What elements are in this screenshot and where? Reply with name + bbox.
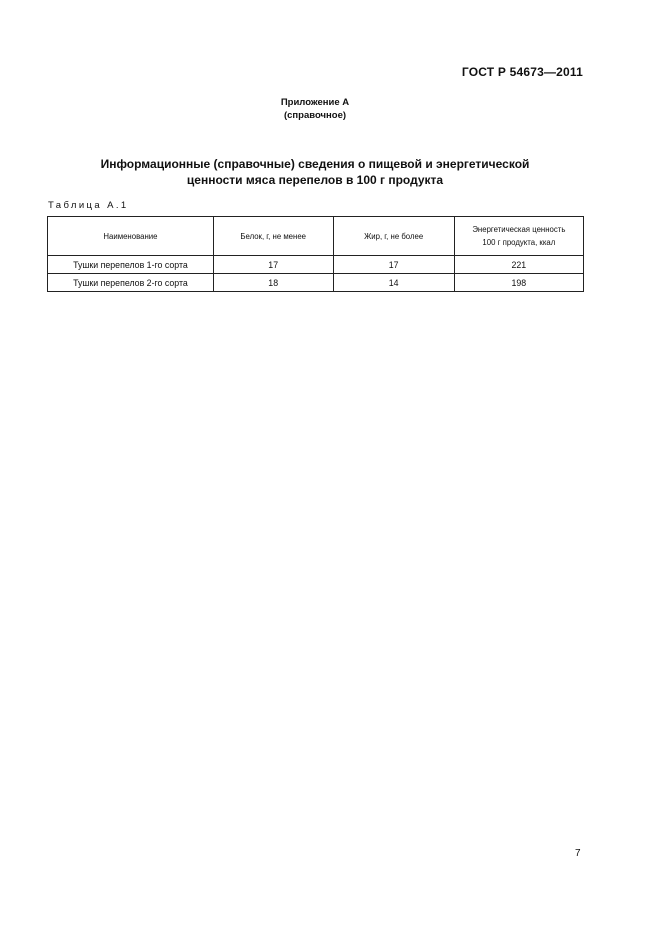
header-name: Наименование [48,217,214,256]
section-heading-line1: Информационные (справочные) сведения о пищевой и энергетической [100,157,530,171]
header-energy-line2: 100 г продукта, ккал [482,238,556,247]
appendix-title: Приложение А [280,97,350,108]
appendix-subtitle: (справочное) [283,110,347,121]
header-energy [454,217,583,256]
header-protein: Белок, г, не менее [213,217,333,256]
cell-fat: 17 [333,256,454,274]
cell-energy: 198 [454,274,583,292]
section-heading [0,156,630,188]
document-code: ГОСТ Р 54673—2011 [461,65,583,79]
page-number: 7 [575,848,581,859]
nutrition-table [47,216,584,292]
cell-fat: 14 [333,274,454,292]
cell-protein: 18 [213,274,333,292]
header-fat: Жир, г, не более [333,217,454,256]
table-row [48,256,584,274]
appendix-block [0,96,630,122]
cell-protein: 17 [213,256,333,274]
section-heading-line2: ценности мяса перепелов в 100 г продукта [186,173,444,187]
table-caption: Таблица А.1 [48,200,129,211]
cell-name: Тушки перепелов 2-го сорта [48,274,214,292]
header-energy-line1: Энергетическая ценность [472,225,566,234]
table-header-row [48,217,584,256]
table-row [48,274,584,292]
cell-name: Тушки перепелов 1-го сорта [48,256,214,274]
cell-energy: 221 [454,256,583,274]
